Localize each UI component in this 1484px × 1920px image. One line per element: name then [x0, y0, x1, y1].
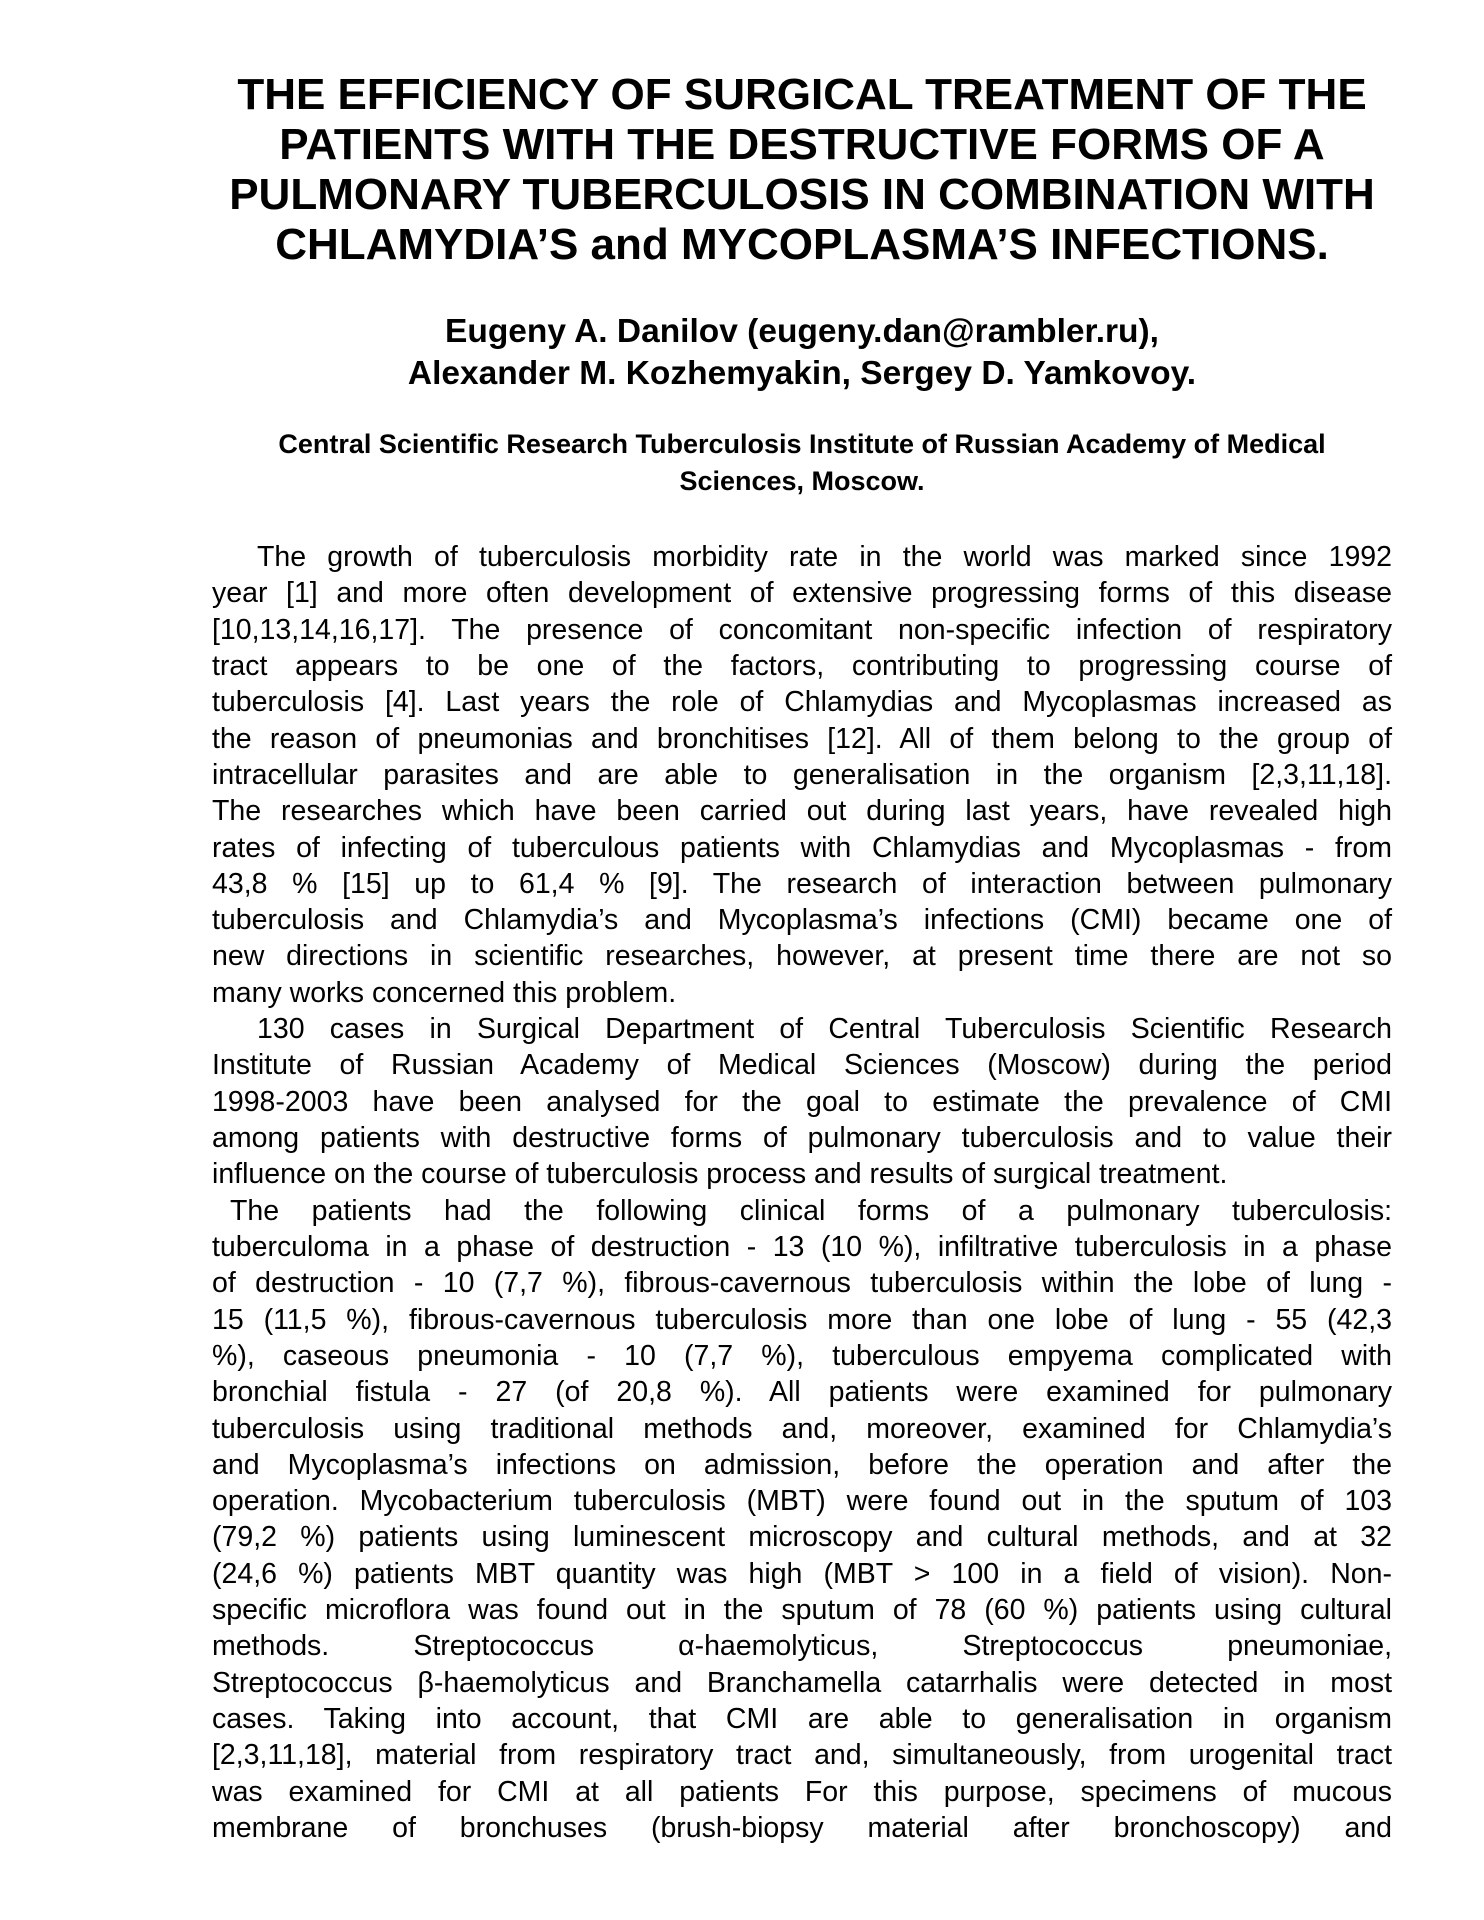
- body-line: The patients had the following clinical forms of a pulmonary tuberculosis:: [230, 1194, 1392, 1227]
- body-line: methods. Streptococcus α-haemolyticus, Streptococcus pneumoniae,: [212, 1630, 1392, 1663]
- body-line: The growth of tuberculosis morbidity rate in the world was marked since 1992: [257, 541, 1392, 573]
- body-line: rates of infecting of tuberculous patients with Chlamydias and Mycoplasmas - from: [212, 831, 1392, 864]
- body-line: and Mycoplasma’s infections on admission, before the operation and after the: [212, 1448, 1392, 1481]
- body-line: among patients with destructive forms of pulmonary tuberculosis and to value their: [212, 1122, 1392, 1154]
- body-line: 1998-2003 have been analysed for the goal to estimate the prevalence of CMI: [212, 1085, 1392, 1118]
- body-line: membrane of bronchuses (brush-biopsy material after bronchoscopy) and: [212, 1811, 1392, 1844]
- body-line: 130 cases in Surgical Department of Central Tuberculosis Scientific Research: [257, 1013, 1392, 1046]
- body-line: tuberculosis [4]. Last years the role of Chlamydias and Mycoplasmas increased as: [212, 686, 1392, 719]
- body-line: new directions in scientific researches, however, at present time there are not so: [212, 940, 1392, 973]
- body-line: (24,6 %) patients MBT quantity was high (MBT > 100 in a field of vision). Non-: [212, 1557, 1392, 1590]
- body-line: (79,2 %) patients using luminescent microscopy and cultural methods, and at 32: [212, 1521, 1392, 1554]
- title-line: THE EFFICIENCY OF SURGICAL TREATMENT OF THE: [237, 70, 1367, 119]
- body-line: was examined for CMI at all patients For this purpose, specimens of mucous: [212, 1775, 1392, 1808]
- paragraph: [212, 1193, 1392, 1847]
- body-line: specific microflora was found out in the sputum of 78 (60 %) patients using cultural: [212, 1594, 1392, 1627]
- body-line: 15 (11,5 %), fibrous-cavernous tuberculosis more than one lobe of lung - 55 (42,3: [212, 1303, 1392, 1336]
- affiliation: [212, 426, 1392, 500]
- title-line: PATIENTS WITH THE DESTRUCTIVE FORMS OF A: [279, 120, 1325, 169]
- body-line: [2,3,11,18], material from respiratory tract and, simultaneously, from urogenital tract: [212, 1739, 1392, 1772]
- body-line: operation. Mycobacterium tuberculosis (MBT) were found out in the sputum of 103: [212, 1485, 1392, 1518]
- body-line: intracellular parasites and are able to generalisation in the organism [2,3,11,18].: [212, 758, 1392, 791]
- body-line: many works concerned this problem.: [212, 976, 677, 1009]
- body-line: Streptococcus β-haemolyticus and Branchamella catarrhalis were detected in most: [212, 1666, 1392, 1699]
- body-line: [10,13,14,16,17]. The presence of concomitant non-specific infection of respiratory: [212, 613, 1392, 646]
- paper-title: [212, 70, 1392, 270]
- affiliation-line: Central Scientific Research Tuberculosis Institute of Russian Academy of Medical: [278, 429, 1326, 459]
- body-line: tuberculoma in a phase of destruction - 13 (10 %), infiltrative tuberculosis in a phase: [212, 1230, 1392, 1263]
- body-line: 43,8 % [15] up to 61,4 % [9]. The research of interaction between pulmonary: [212, 867, 1392, 900]
- paragraph: [212, 1011, 1392, 1193]
- paragraph: [212, 539, 1392, 1011]
- author-line: Eugeny A. Danilov (eugeny.dan@rambler.ru),: [445, 313, 1159, 350]
- author-line: Alexander M. Kozhemyakin, Sergey D. Yamkovoy.: [407, 355, 1197, 392]
- body-line: tract appears to be one of the factors, contributing to progressing course of: [212, 649, 1392, 682]
- affiliation-line: Sciences, Moscow.: [679, 466, 925, 496]
- body-line: bronchial fistula - 27 (of 20,8 %). All patients were examined for pulmonary: [212, 1376, 1392, 1409]
- body-line: tuberculosis and Chlamydia’s and Mycoplasma’s infections (CMI) became one of: [212, 904, 1392, 937]
- title-line: PULMONARY TUBERCULOSIS IN COMBINATION WITH: [229, 170, 1375, 219]
- title-line: CHLAMYDIA’S and MYCOPLASMA’S INFECTIONS.: [275, 220, 1329, 269]
- body-line: cases. Taking into account, that CMI are able to generalisation in organism: [212, 1703, 1392, 1735]
- body-line: The researches which have been carried out during last years, have revealed high: [212, 795, 1392, 828]
- body-line: the reason of pneumonias and bronchitises [12]. All of them belong to the group of: [212, 722, 1392, 755]
- body-text: [212, 539, 1392, 1846]
- body-line: of destruction - 10 (7,7 %), fibrous-cavernous tuberculosis within the lobe of lung -: [212, 1267, 1392, 1300]
- body-line: influence on the course of tuberculosis process and results of surgical treatment.: [212, 1158, 1228, 1191]
- body-line: tuberculosis using traditional methods and, moreover, examined for Chlamydia’s: [212, 1412, 1392, 1445]
- body-line: %), caseous pneumonia - 10 (7,7 %), tuberculous empyema complicated with: [212, 1339, 1392, 1372]
- body-line: Institute of Russian Academy of Medical Sciences (Moscow) during the period: [212, 1049, 1392, 1082]
- body-line: year [1] and more often development of extensive progressing forms of this disease: [212, 577, 1392, 610]
- authors: [212, 311, 1392, 395]
